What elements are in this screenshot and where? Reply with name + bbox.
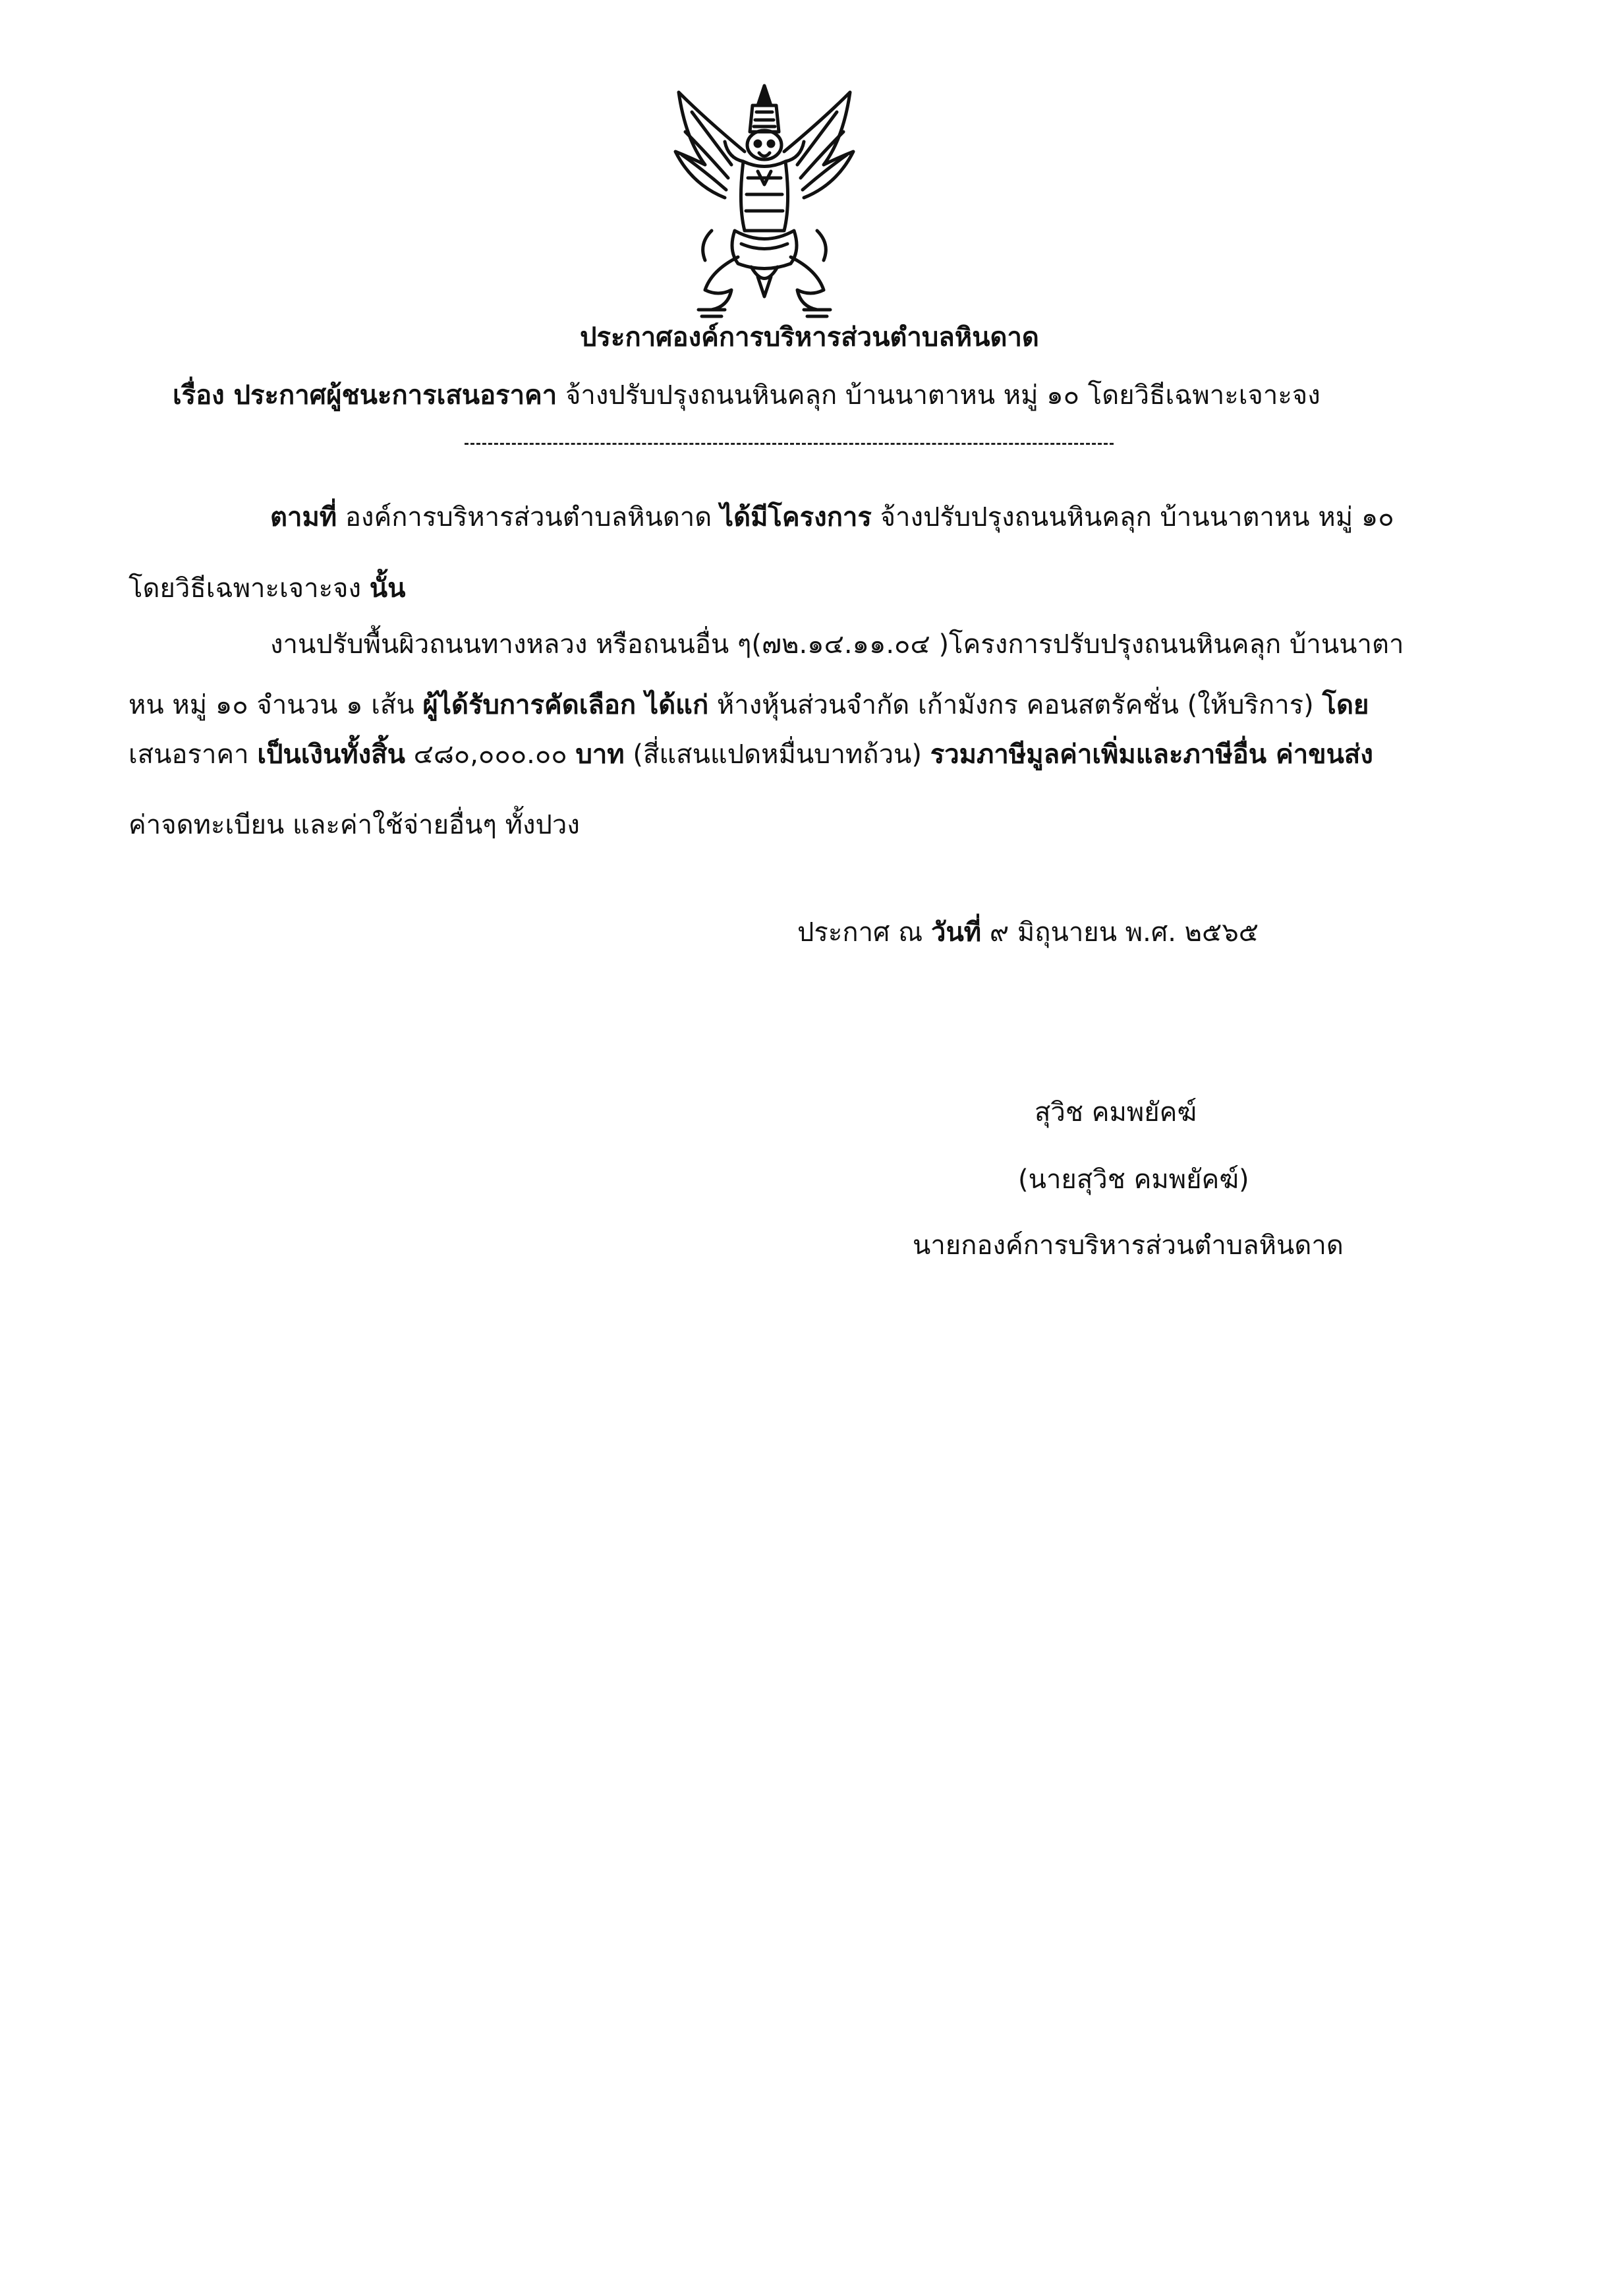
paragraph-2-line-4: ค่าจดทะเบียน และค่าใช้จ่ายอื่นๆ ทั้งปวง bbox=[128, 810, 580, 840]
announce-date: ๙ มิถุนายน พ.ศ. ๒๕๖๕ bbox=[989, 917, 1259, 948]
subject-label: เรื่อง ประกาศผู้ชนะการเสนอราคา bbox=[173, 380, 557, 411]
text-fragment: ห้างหุ้นส่วนจำกัด เก้ามังกร คอนสตรัคชั่น (ให้บริการ) bbox=[716, 690, 1314, 720]
text-fragment: ได้มีโครงการ bbox=[720, 502, 872, 532]
subject-line bbox=[173, 376, 1321, 415]
text-fragment: ประกาศ ณ bbox=[797, 917, 923, 948]
text-fragment: นั้น bbox=[369, 573, 406, 604]
text-fragment: เสนอราคา bbox=[128, 739, 249, 770]
text-fragment: จ้างปรับปรุงถนนหินคลุก บ้านนาตาหน หมู่ ๑๐ bbox=[880, 502, 1394, 532]
text-fragment: เป็นเงินทั้งสิ้น bbox=[257, 739, 405, 770]
text-fragment: บาท bbox=[575, 739, 625, 770]
text-fragment: โดยวิธีเฉพาะเจาะจง bbox=[128, 573, 362, 604]
text-fragment: รวมภาษีมูลค่าเพิ่มและภาษีอื่น ค่าขนส่ง bbox=[930, 739, 1373, 770]
paragraph-2-line-1: งานปรับพื้นผิวถนนทางหลวง หรือถนนอื่น ๆ(๗๒.๑๔.๑๑.๐๔ )โครงการปรับปรุงถนนหินคลุก บ้านนาตา bbox=[270, 629, 1404, 660]
signature-position: นายกองค์การบริหารส่วนตำบลหินดาด bbox=[913, 1230, 1344, 1261]
subject-text: จ้างปรับปรุงถนนหินคลุก บ้านนาตาหน หมู่ ๑๐ โดยวิธีเฉพาะเจาะจง bbox=[565, 380, 1321, 411]
paragraph-1-line-1 bbox=[270, 498, 1394, 537]
signature-full-name: (นายสุวิช คมพยัคฆ์) bbox=[1018, 1164, 1249, 1195]
text-fragment: องค์การบริหารส่วนตำบลหินดาด bbox=[345, 502, 712, 532]
amount-in-words: (สี่แสนแปดหมื่นบาทถ้วน) bbox=[633, 739, 923, 770]
announce-date-line bbox=[797, 913, 1259, 952]
text-fragment: วันที่ bbox=[930, 917, 982, 948]
paragraph-1-line-2 bbox=[128, 569, 405, 608]
text-fragment: หน หมู่ ๑๐ จำนวน ๑ เส้น bbox=[128, 690, 414, 720]
page-title: ประกาศองค์การบริหารส่วนตำบลหินดาด bbox=[580, 322, 1039, 353]
paragraph-2-line-2 bbox=[128, 685, 1369, 725]
amount-value: ๔๘๐,๐๐๐.๐๐ bbox=[413, 739, 567, 770]
signature-name: สุวิช คมพยัคฆ์ bbox=[1035, 1097, 1197, 1128]
garuda-emblem-icon bbox=[666, 79, 863, 323]
text-fragment: ผู้ได้รับการคัดเลือก ได้แก่ bbox=[422, 690, 709, 720]
paragraph-2-line-3 bbox=[128, 735, 1373, 774]
text-fragment: โดย bbox=[1322, 690, 1369, 720]
divider bbox=[465, 443, 1114, 445]
text-fragment: ตามที่ bbox=[270, 502, 337, 532]
